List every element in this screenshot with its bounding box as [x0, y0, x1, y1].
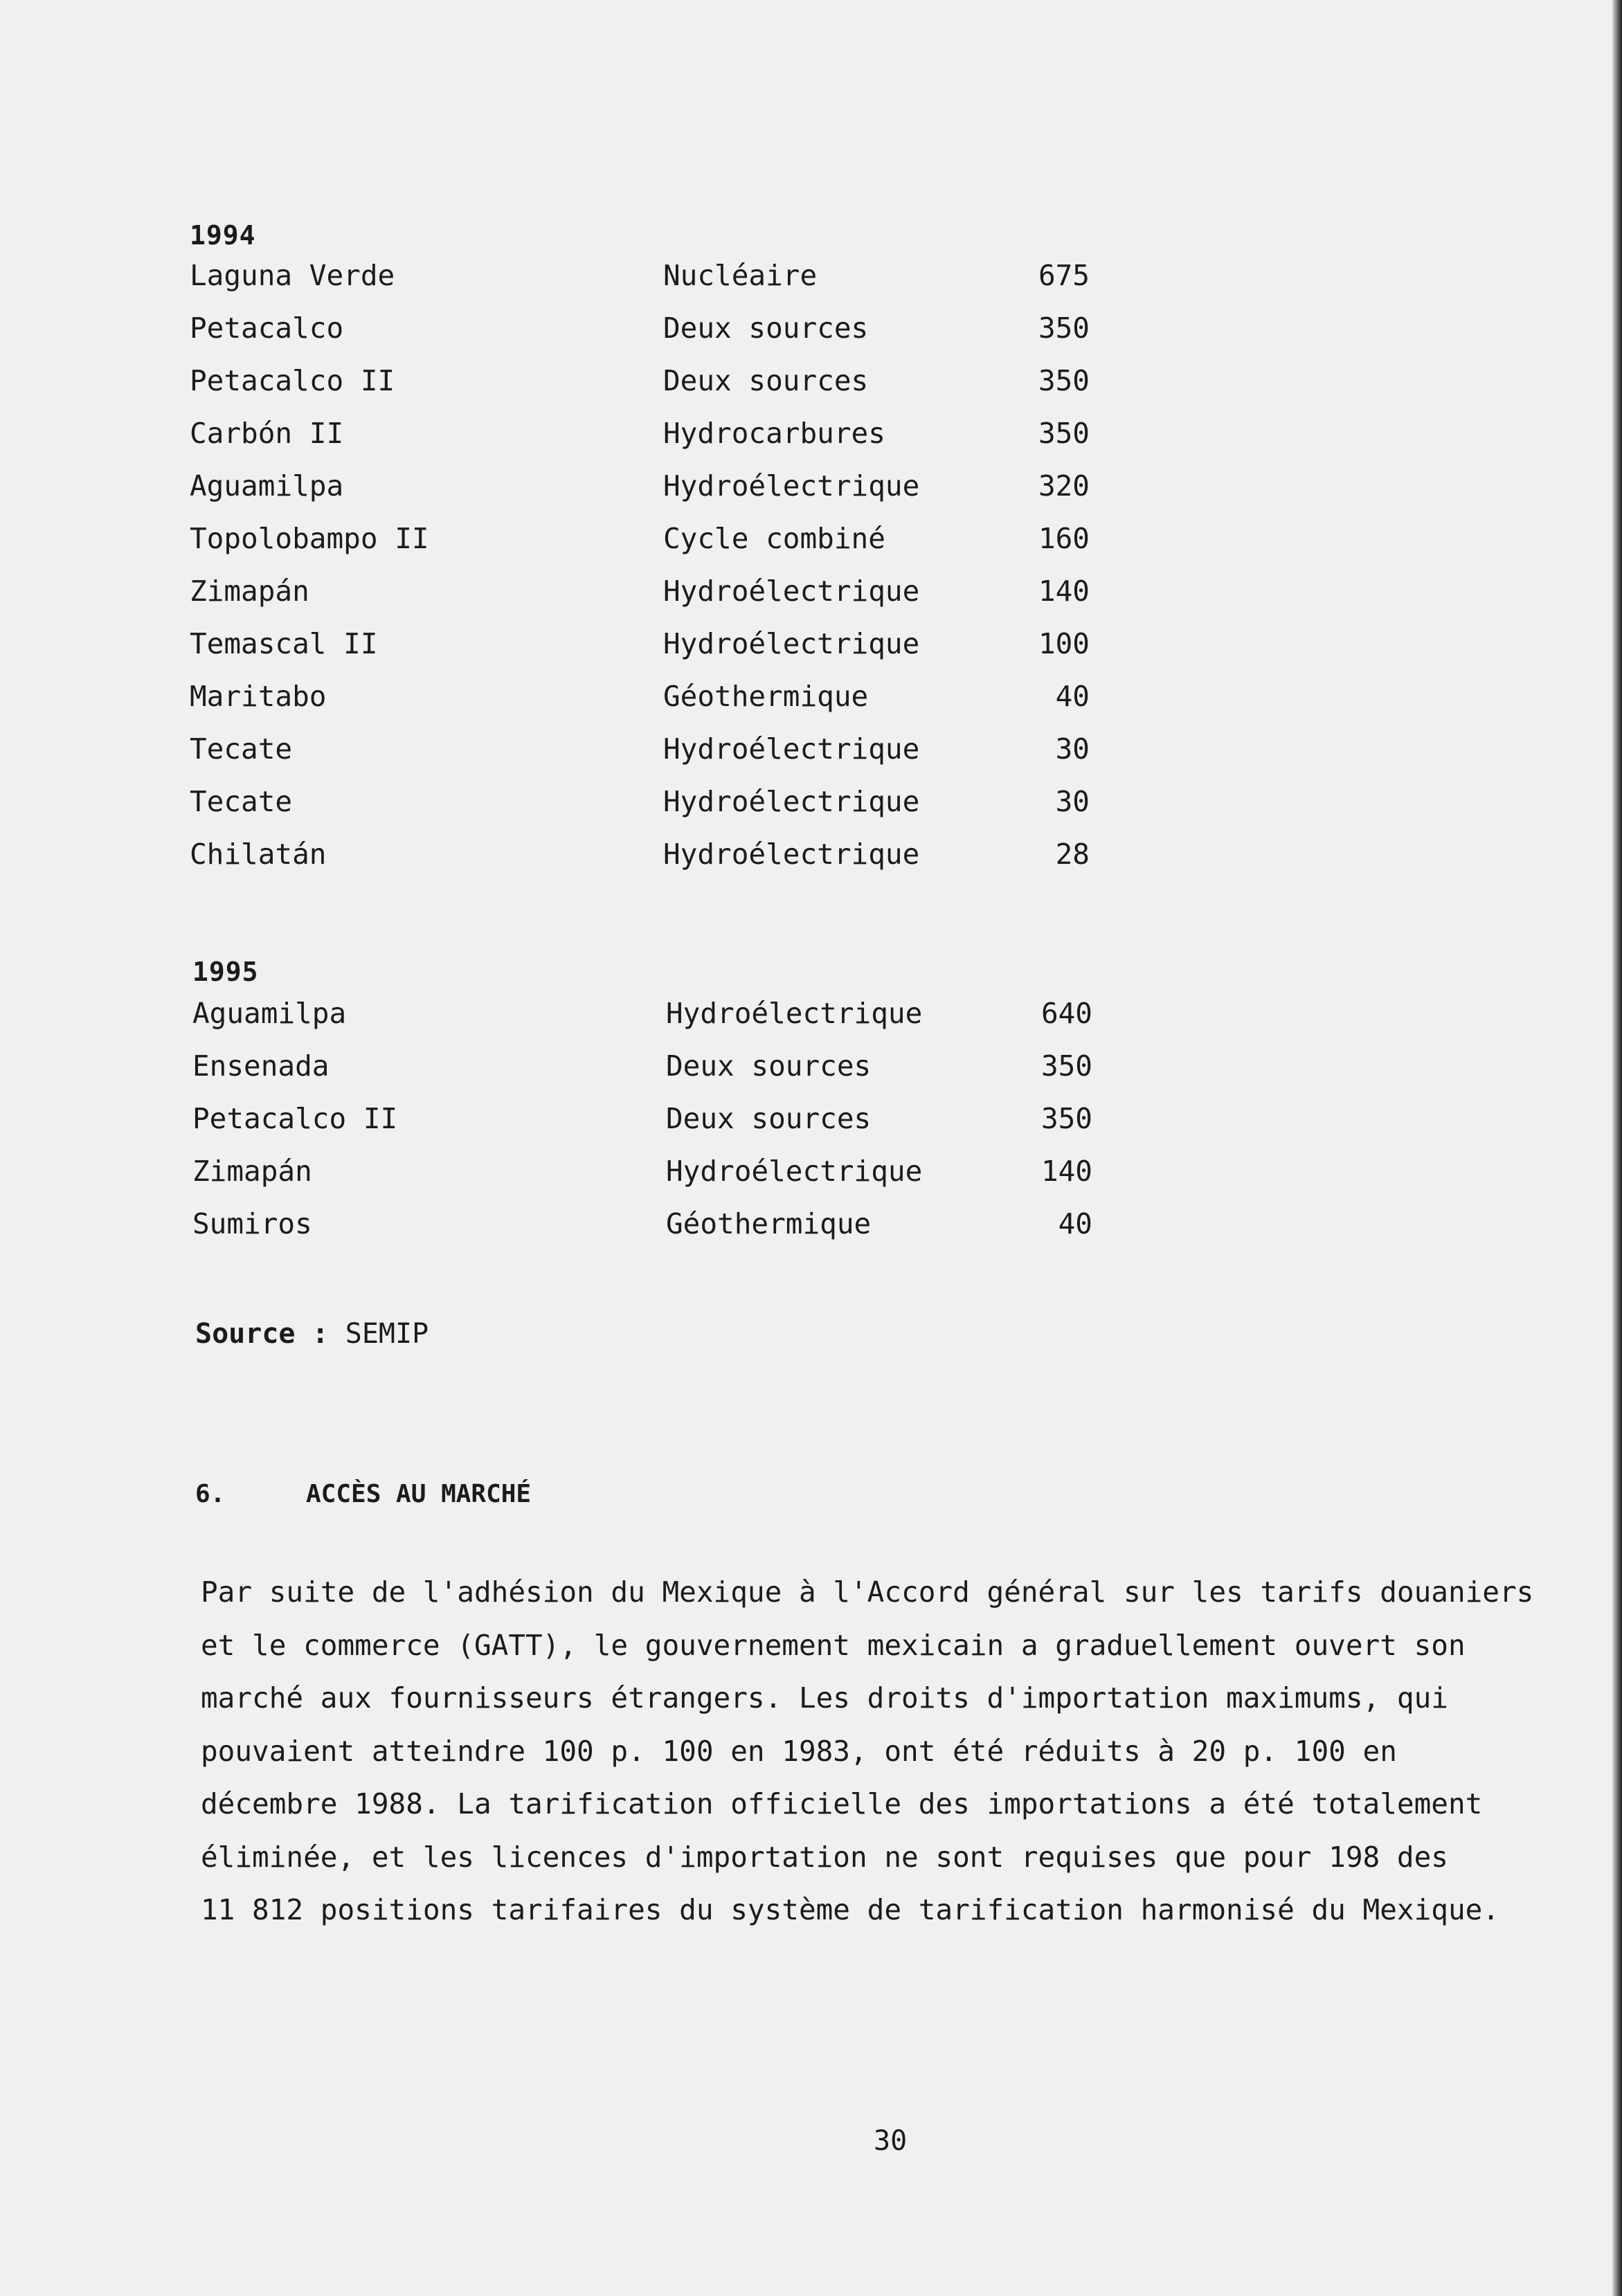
table-row [190, 575, 1090, 627]
source-label: Source : [195, 1318, 329, 1350]
plant-type: Hydroélectrique [663, 575, 920, 608]
plant-name: Ensenada [192, 1049, 330, 1083]
paragraph-line: pouvaient atteindre 100 p. 100 en 1983, ont été réduits à 20 p. 100 en [201, 1734, 1397, 1768]
plant-capacity: 40 [1055, 680, 1090, 713]
plant-type: Hydroélectrique [663, 627, 920, 660]
plant-name: Chilatán [190, 838, 327, 871]
table-row [190, 838, 1090, 890]
plant-name: Zimapán [192, 1155, 312, 1188]
section-number: 6. [195, 1480, 226, 1508]
year-heading-1994: 1994 [190, 220, 256, 251]
plant-capacity: 30 [1055, 732, 1090, 766]
table-row [190, 680, 1090, 732]
plant-type: Deux sources [663, 364, 869, 397]
plant-capacity: 40 [1058, 1207, 1092, 1240]
table-row [190, 785, 1090, 838]
table-row [190, 732, 1090, 785]
plant-name: Laguna Verde [190, 259, 395, 292]
table-row [190, 364, 1090, 417]
plant-name: Carbón II [190, 417, 344, 450]
plant-name: Petacalco II [190, 364, 395, 397]
plant-type: Hydroélectrique [666, 1155, 923, 1188]
plant-type: Géothermique [663, 680, 869, 713]
plant-capacity: 100 [1038, 627, 1090, 660]
plant-name: Tecate [190, 785, 293, 818]
plant-name: Tecate [190, 732, 293, 766]
paragraph-line: 11 812 positions tarifaires du système de tarification harmonisé du Mexique. [201, 1893, 1499, 1926]
plant-type: Deux sources [663, 311, 869, 345]
plant-capacity: 675 [1038, 259, 1090, 292]
table-row [190, 311, 1090, 364]
page-edge-shadow [1612, 0, 1622, 2296]
plant-type: Géothermique [666, 1207, 872, 1240]
plant-name: Aguamilpa [192, 997, 347, 1030]
table-row [192, 997, 1092, 1049]
plant-type: Deux sources [666, 1049, 872, 1083]
plant-name: Petacalco II [192, 1102, 398, 1135]
table-row [192, 1102, 1092, 1155]
plant-type: Deux sources [666, 1102, 872, 1135]
plant-name: Aguamilpa [190, 469, 344, 503]
plant-capacity: 350 [1040, 1049, 1092, 1083]
paragraph-line: marché aux fournisseurs étrangers. Les droits d'importation maximums, qui [201, 1681, 1448, 1715]
paragraph-line: Par suite de l'adhésion du Mexique à l'Accord général sur les tarifs douaniers [201, 1575, 1534, 1609]
section-title: ACCÈS AU MARCHÉ [306, 1480, 532, 1508]
plant-capacity: 350 [1038, 364, 1090, 397]
plant-type: Hydroélectrique [663, 785, 920, 818]
plant-type: Hydroélectrique [663, 732, 920, 766]
paragraph-line: éliminée, et les licences d'importation ne sont requises que pour 198 des [201, 1840, 1448, 1874]
plant-capacity: 30 [1055, 785, 1090, 818]
paragraph-line: décembre 1988. La tarification officielle des importations a été totalement [201, 1787, 1483, 1820]
table-row [190, 259, 1090, 311]
plant-type: Hydroélectrique [663, 469, 920, 503]
plant-type: Hydroélectrique [666, 997, 923, 1030]
plant-type: Nucléaire [663, 259, 818, 292]
source-note [195, 1318, 429, 1350]
plant-capacity: 140 [1038, 575, 1090, 608]
plant-capacity: 350 [1040, 1102, 1092, 1135]
plant-capacity: 140 [1040, 1155, 1092, 1188]
plant-capacity: 28 [1055, 838, 1090, 871]
paragraph-line: et le commerce (GATT), le gouvernement mexicain a graduellement ouvert son [201, 1628, 1466, 1662]
plant-name: Maritabo [190, 680, 327, 713]
plant-name: Zimapán [190, 575, 309, 608]
table-row [190, 417, 1090, 469]
section-heading [195, 1480, 531, 1508]
plant-name: Temascal II [190, 627, 378, 660]
table-row [192, 1155, 1092, 1207]
plant-capacity: 640 [1040, 997, 1092, 1030]
plant-name: Sumiros [192, 1207, 312, 1240]
plant-type: Hydrocarbures [663, 417, 885, 450]
table-row [190, 469, 1090, 522]
plant-capacity: 320 [1038, 469, 1090, 503]
plant-type: Cycle combiné [663, 522, 885, 555]
plant-name: Petacalco [190, 311, 344, 345]
table-row [192, 1049, 1092, 1102]
table-row [190, 522, 1090, 575]
body-paragraph [201, 1566, 1558, 1937]
plant-capacity: 350 [1038, 311, 1090, 345]
plant-capacity: 350 [1038, 417, 1090, 450]
plant-type: Hydroélectrique [663, 838, 920, 871]
plant-capacity: 160 [1038, 522, 1090, 555]
table-row [192, 1207, 1092, 1260]
table-row [190, 627, 1090, 680]
plant-name: Topolobampo II [190, 522, 429, 555]
year-heading-1995: 1995 [192, 957, 259, 987]
source-value: SEMIP [345, 1318, 429, 1350]
page-number: 30 [874, 2125, 908, 2157]
